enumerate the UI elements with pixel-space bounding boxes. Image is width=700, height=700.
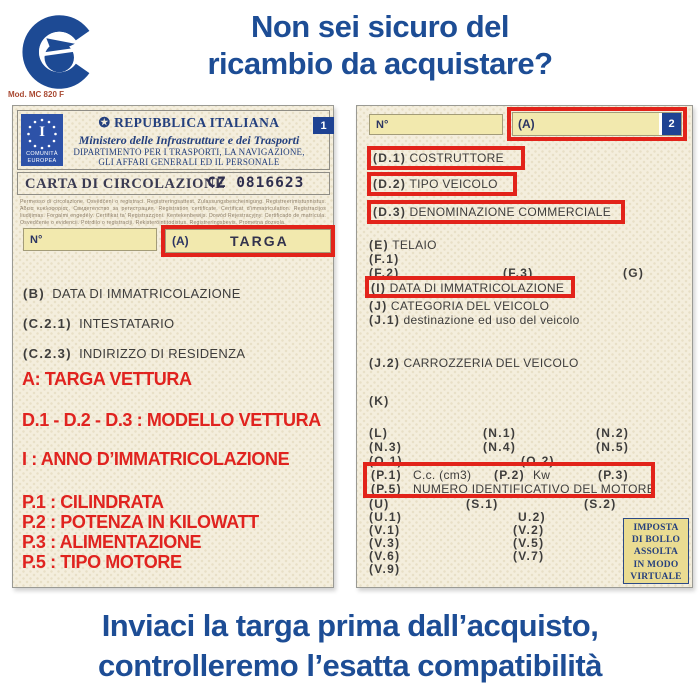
brand-logo: [16, 4, 108, 100]
doc2-j-label: CATEGORIA DEL VEICOLO: [390, 299, 550, 313]
annotation-modello: D.1 - D.2 - D.3 : MODELLO VETTURA: [22, 410, 321, 430]
mod-label: Mod. MC 820 F: [8, 90, 65, 99]
doc2-f1: (F.1): [369, 252, 400, 266]
doc2-p2-label: Kw: [533, 468, 551, 482]
doc1-a-value: TARGA: [229, 233, 289, 249]
doc1-c23-label: INDIRIZZO DI RESIDENZA: [79, 346, 246, 361]
doc2-p5-label: NUMERO IDENTIFICATIVO DEL MOTORE: [413, 482, 656, 496]
department-line2: GLI AFFARI GENERALI ED IL PERSONALE: [98, 156, 280, 167]
doc2-p1-label: C.c. (cm3): [413, 468, 472, 482]
eu-caption-line2: EUROPEA: [27, 157, 57, 164]
page-title-line1: Non sei sicuro del: [250, 9, 509, 44]
doc2-k: (K): [369, 394, 390, 408]
doc2-row-j1: [369, 313, 580, 327]
doc1-b-label: DATA DI IMMATRICOLAZIONE: [52, 286, 241, 301]
doc2-row-j2: [369, 356, 579, 370]
doc2-f3: (F.3): [503, 266, 534, 280]
page-title-line2: ricambio da acquistare?: [207, 46, 553, 81]
stamp-imposta-bollo: [623, 518, 689, 584]
department-line1: DIPARTIMENTO PER I TRASPORTI, LA NAVIGAZIONE,: [73, 147, 305, 157]
doc2-v7: (V.7): [513, 549, 545, 563]
doc2-p2-code: (P.2): [494, 468, 525, 482]
doc2-d1-label: COSTRUTTORE: [409, 151, 504, 165]
doc2-e-label: TELAIO: [392, 238, 437, 252]
doc2-e-code: (E): [369, 238, 389, 252]
doc2-s1: (S.1): [466, 497, 499, 511]
doc2-i-label: DATA DI IMMATRICOLAZIONE: [389, 281, 565, 295]
stamp-line3: ASSOLTA: [633, 547, 679, 558]
footer-line2: controlleremo l’esatta compatibilità: [98, 648, 602, 683]
document-page-1: [12, 105, 334, 588]
doc2-u: (U): [369, 497, 390, 511]
doc2-j1-label: destinazione ed uso del veicolo: [403, 313, 580, 327]
doc2-row-i: [371, 281, 564, 295]
annotation-anno: I : ANNO D’IMMATRICOLAZIONE: [22, 449, 290, 469]
italy-emblem-icon: ✪: [98, 115, 111, 130]
doc2-n2: (N.2): [596, 426, 630, 440]
carta-box: [17, 172, 330, 195]
doc2-p5-code: (P.5): [371, 482, 402, 496]
eu-caption: [21, 151, 63, 164]
doc1-b-code: (B): [23, 286, 45, 301]
doc1-field-n: [23, 228, 157, 251]
doc2-j2-label: CARROZZERIA DEL VEICOLO: [403, 356, 579, 370]
doc2-g: (G): [623, 266, 645, 280]
stamp-line5: VIRTUALE: [630, 571, 682, 582]
doc2-u2: U.2): [518, 510, 546, 524]
doc2-n3: (N.3): [369, 440, 403, 454]
doc2-v6: (V.6): [369, 549, 401, 563]
doc1-row-b: [23, 286, 241, 301]
doc2-u1: (U.1): [369, 510, 403, 524]
doc1-c21-label: INTESTATARIO: [79, 316, 175, 331]
doc1-row-c21: [23, 316, 174, 331]
stamp-line2: DI BOLLO: [631, 535, 681, 546]
annotation-potenza: P.2 : POTENZA IN KILOWATT: [22, 512, 259, 532]
doc1-field-a: [165, 229, 331, 253]
brand-c-logo-icon: [16, 4, 108, 100]
annotation-alimentazione: P.3 : ALIMENTAZIONE: [22, 532, 202, 552]
doc2-l: (L): [369, 426, 389, 440]
doc2-row-j: [369, 299, 549, 313]
doc2-j2-code: (J.2): [369, 356, 401, 370]
doc1-header-box: [17, 110, 330, 170]
eu-flag-box: [21, 114, 63, 166]
doc2-v9: (V.9): [369, 562, 401, 576]
doc1-a-code: (A): [172, 234, 189, 248]
page-title: [100, 8, 660, 82]
doc2-d3-label: DENOMINAZIONE COMMERCIALE: [409, 205, 612, 219]
doc2-d1-code: (D.1): [373, 151, 407, 165]
multilingual-text: Permesso di circolazione. Osvědčení o registraci. Registreringsattest. Zulassungsbescheinigung. Registreerimistunnistus. Άδεια κυκλοφορίας. Свидетелство за регистрация. Registration certificate. Certificat d'immatriculation. Registracijos liudijimas. Forgalmi engedély. Certifikat ta' Registrazzjoni. Kentekenbewijs. Dowód Rejestracyjny. Certificado de matrícula. Osvedčenie o evidencii. Potrdilo o registraciji. Rekisteröintitodistus. Registreringsbevis. Prometna dozvola.: [20, 199, 326, 226]
footer-line1: Inviaci la targa prima dall’acquisto,: [101, 608, 599, 643]
doc1-titles: [66, 115, 312, 167]
page-2-badge: 2: [662, 113, 681, 135]
doc2-n1: (N.1): [483, 426, 517, 440]
doc2-field-a: [512, 112, 682, 136]
doc2-v1: (V.1): [369, 523, 401, 537]
doc2-n-label: N°: [376, 118, 389, 131]
doc2-v3: (V.3): [369, 536, 401, 550]
doc2-o2: (O.2): [521, 454, 555, 468]
eu-letter: I: [39, 124, 45, 140]
doc2-j1-code: (J.1): [369, 313, 401, 327]
doc2-d2-label: TIPO VEICOLO: [409, 177, 498, 191]
ministry-title: Ministero delle Infrastrutture e dei Trasporti: [78, 133, 300, 147]
annotation-tipo-motore: P.5 : TIPO MOTORE: [22, 552, 182, 572]
doc2-s2: (S.2): [584, 497, 617, 511]
doc2-d2-code: (D.2): [373, 177, 407, 191]
doc2-p1-code: (P.1): [371, 468, 402, 482]
annotation-cilindrata: P.1 : CILINDRATA: [22, 492, 164, 512]
document-page-2: [356, 105, 693, 588]
doc1-n-label: N°: [30, 233, 43, 246]
doc2-row-d1: [373, 151, 504, 165]
doc1-c23-code: (C.2.3): [23, 346, 72, 361]
republic-text: REPUBBLICA ITALIANA: [114, 115, 280, 130]
eu-caption-line1: COMUNITÀ: [26, 151, 58, 157]
carta-number: CZ 0816623: [207, 175, 305, 191]
doc1-row-c23: [23, 346, 245, 361]
stamp-line1: IMPOSTA: [633, 523, 679, 533]
doc2-row-e: [369, 238, 437, 252]
doc2-n5: (N.5): [596, 440, 630, 454]
doc2-v5: (V.5): [513, 536, 545, 550]
doc1-c21-code: (C.2.1): [23, 316, 72, 331]
stamp-line4: IN MODO: [633, 559, 679, 570]
doc2-o1: (O.1): [369, 454, 403, 468]
doc2-row-d3: [373, 205, 611, 219]
doc2-v2: (V.2): [513, 523, 545, 537]
doc2-j-code: (J): [369, 299, 388, 313]
doc2-d3-code: (D.3): [373, 205, 407, 219]
doc2-p3: (P.3): [598, 468, 629, 482]
doc2-field-n: [369, 114, 503, 135]
carta-title: CARTA DI CIRCOLAZIONE: [25, 176, 226, 192]
page-1-badge: 1: [313, 117, 334, 134]
republic-title: [66, 115, 312, 131]
doc2-i-code: (I): [371, 281, 387, 295]
annotation-targa: A: TARGA VETTURA: [22, 369, 192, 389]
doc2-a-code: (A): [518, 117, 535, 131]
doc2-n4: (N.4): [483, 440, 517, 454]
footer-message: [0, 606, 700, 686]
doc2-f2: (F.2): [369, 266, 400, 280]
doc2-row-d2: [373, 177, 498, 191]
